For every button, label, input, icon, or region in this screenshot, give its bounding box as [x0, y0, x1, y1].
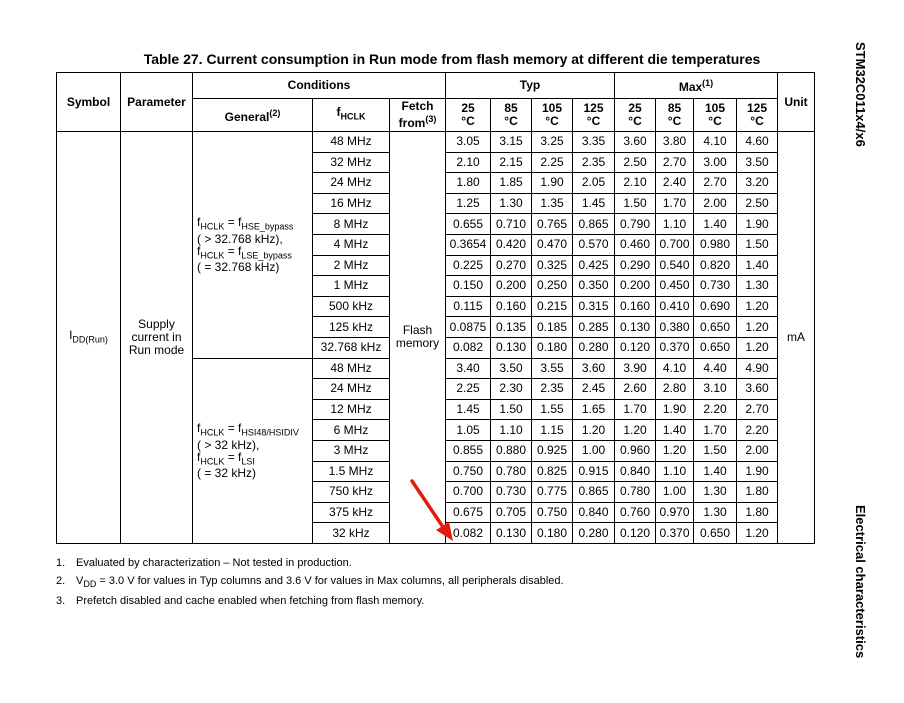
max-value-cell: 0.650	[694, 337, 737, 358]
header-temp-max-125: 125 °C	[737, 99, 778, 132]
max-value-cell: 1.20	[737, 337, 778, 358]
max-value-cell: 4.90	[737, 358, 778, 379]
header-temp-max-85: 85 °C	[656, 99, 694, 132]
typ-value-cell: 1.15	[532, 420, 573, 441]
typ-value-cell: 0.865	[573, 214, 615, 235]
footnote-2: 2. $V_{DD} = 3.0$ V for values in Typ columns and 3.6 V for values in Max columns, all peripherals disabled.	[56, 575, 564, 590]
typ-value-cell: 2.05	[573, 173, 615, 194]
typ-value-cell: 0.180	[532, 337, 573, 358]
typ-value-cell: 3.25	[532, 132, 573, 153]
max-value-cell: 0.970	[656, 502, 694, 523]
max-value-cell: 1.70	[656, 193, 694, 214]
typ-value-cell: 1.20	[573, 420, 615, 441]
typ-value-cell: 0.082	[446, 523, 491, 544]
header-fetch-from: Fetch from$^{(3)}$	[390, 99, 446, 132]
typ-value-cell: 2.10	[446, 152, 491, 173]
header-symbol: Symbol	[57, 73, 121, 132]
max-value-cell: 2.40	[656, 173, 694, 194]
frequency-cell: 12 MHz	[313, 399, 390, 420]
max-value-cell: 0.200	[615, 276, 656, 297]
typ-value-cell: 1.90	[532, 173, 573, 194]
typ-value-cell: 0.130	[491, 523, 532, 544]
max-value-cell: 0.980	[694, 234, 737, 255]
frequency-cell: 24 MHz	[313, 173, 390, 194]
max-value-cell: 1.20	[615, 420, 656, 441]
typ-value-cell: 0.325	[532, 255, 573, 276]
typ-value-cell: 0.270	[491, 255, 532, 276]
max-value-cell: 1.30	[694, 482, 737, 503]
typ-value-cell: 0.082	[446, 337, 491, 358]
typ-value-cell: 0.775	[532, 482, 573, 503]
typ-value-cell: 2.25	[532, 152, 573, 173]
max-value-cell: 0.410	[656, 296, 694, 317]
max-value-cell: 1.80	[737, 502, 778, 523]
max-value-cell: 0.160	[615, 296, 656, 317]
max-value-cell: 0.370	[656, 337, 694, 358]
header-max: Max$^{(1)}$	[615, 73, 778, 99]
frequency-cell: 2 MHz	[313, 255, 390, 276]
typ-value-cell: 0.915	[573, 461, 615, 482]
max-value-cell: 3.60	[737, 379, 778, 400]
max-value-cell: 2.70	[694, 173, 737, 194]
max-value-cell: 0.450	[656, 276, 694, 297]
max-value-cell: 0.540	[656, 255, 694, 276]
max-value-cell: 0.460	[615, 234, 656, 255]
typ-value-cell: 3.05	[446, 132, 491, 153]
typ-value-cell: 3.50	[491, 358, 532, 379]
max-value-cell: 0.650	[694, 317, 737, 338]
unit-cell: mA	[778, 132, 815, 544]
header-typ: Typ	[446, 73, 615, 99]
frequency-cell: 8 MHz	[313, 214, 390, 235]
max-value-cell: 1.90	[656, 399, 694, 420]
frequency-cell: 500 kHz	[313, 296, 390, 317]
frequency-cell: 32 kHz	[313, 523, 390, 544]
frequency-cell: 48 MHz	[313, 358, 390, 379]
typ-value-cell: 0.655	[446, 214, 491, 235]
max-value-cell: 1.40	[694, 461, 737, 482]
header-temp-max-105: 105 °C	[694, 99, 737, 132]
max-value-cell: 0.370	[656, 523, 694, 544]
max-value-cell: 1.70	[694, 420, 737, 441]
max-value-cell: 1.20	[737, 317, 778, 338]
max-value-cell: 1.30	[694, 502, 737, 523]
max-value-cell: 1.20	[737, 296, 778, 317]
max-value-cell: 1.50	[737, 234, 778, 255]
typ-value-cell: 0.285	[573, 317, 615, 338]
typ-value-cell: 0.280	[573, 523, 615, 544]
typ-value-cell: 0.880	[491, 440, 532, 461]
max-value-cell: 0.130	[615, 317, 656, 338]
header-temp-typ-105: 105 °C	[532, 99, 573, 132]
symbol-cell: $I_{DD(Run)}$	[57, 132, 121, 544]
typ-value-cell: 0.180	[532, 523, 573, 544]
max-value-cell: 0.290	[615, 255, 656, 276]
typ-value-cell: 0.750	[532, 502, 573, 523]
header-fhclk: $f_{HCLK}$	[313, 99, 390, 132]
typ-value-cell: 0.0875	[446, 317, 491, 338]
max-value-cell: 1.90	[737, 461, 778, 482]
typ-value-cell: 1.45	[446, 399, 491, 420]
max-value-cell: 0.730	[694, 276, 737, 297]
max-value-cell: 0.820	[694, 255, 737, 276]
typ-value-cell: 0.780	[491, 461, 532, 482]
typ-value-cell: 1.85	[491, 173, 532, 194]
typ-value-cell: 0.675	[446, 502, 491, 523]
footnote-1: 1. Evaluated by characterization – Not tested in production.	[56, 557, 352, 569]
max-value-cell: 0.650	[694, 523, 737, 544]
max-value-cell: 3.10	[694, 379, 737, 400]
header-conditions: Conditions	[193, 73, 446, 99]
max-value-cell: 0.780	[615, 482, 656, 503]
typ-value-cell: 3.60	[573, 358, 615, 379]
max-value-cell: 2.80	[656, 379, 694, 400]
frequency-cell: 24 MHz	[313, 379, 390, 400]
typ-value-cell: 0.160	[491, 296, 532, 317]
typ-value-cell: 2.30	[491, 379, 532, 400]
max-value-cell: 1.70	[615, 399, 656, 420]
frequency-cell: 48 MHz	[313, 132, 390, 153]
max-value-cell: 1.80	[737, 482, 778, 503]
frequency-cell: 750 kHz	[313, 482, 390, 503]
table-title: Table 27. Current consumption in Run mode from flash memory at different die temperatures	[143, 51, 761, 67]
typ-value-cell: 0.225	[446, 255, 491, 276]
typ-value-cell: 0.700	[446, 482, 491, 503]
frequency-cell: 4 MHz	[313, 234, 390, 255]
max-value-cell: 3.60	[615, 132, 656, 153]
typ-value-cell: 0.150	[446, 276, 491, 297]
typ-value-cell: 2.45	[573, 379, 615, 400]
fetch-from-cell: Flash memory	[390, 132, 446, 544]
max-value-cell: 2.20	[737, 420, 778, 441]
max-value-cell: 0.120	[615, 337, 656, 358]
typ-value-cell: 1.55	[532, 399, 573, 420]
typ-value-cell: 0.185	[532, 317, 573, 338]
general-condition-hse-lse-bypass: $f_{HCLK} = f_{HSE\_bypass}$ ( > 32.768 kHz), $f_{HCLK} = f_{LSE\_bypass}$ ( = 32.768 kHz)	[193, 132, 313, 359]
max-value-cell: 3.20	[737, 173, 778, 194]
section-name: Electrical characteristics	[853, 505, 868, 659]
typ-value-cell: 0.840	[573, 502, 615, 523]
typ-value-cell: 2.25	[446, 379, 491, 400]
header-temp-typ-25: 25 °C	[446, 99, 491, 132]
max-value-cell: 2.50	[615, 152, 656, 173]
max-value-cell: 0.790	[615, 214, 656, 235]
typ-value-cell: 0.470	[532, 234, 573, 255]
general-condition-hsi48-lsi: $f_{HCLK} = f_{HSI48/HSIDIV}$ ( > 32 kHz), $f_{HCLK} = f_{LSI}$ ( = 32 kHz)	[193, 358, 313, 543]
typ-value-cell: 1.45	[573, 193, 615, 214]
max-value-cell: 1.10	[656, 214, 694, 235]
typ-value-cell: 0.865	[573, 482, 615, 503]
max-value-cell: 1.90	[737, 214, 778, 235]
max-value-cell: 1.00	[656, 482, 694, 503]
typ-value-cell: 3.35	[573, 132, 615, 153]
typ-value-cell: 0.925	[532, 440, 573, 461]
typ-value-cell: 0.315	[573, 296, 615, 317]
typ-value-cell: 0.350	[573, 276, 615, 297]
max-value-cell: 1.10	[656, 461, 694, 482]
typ-value-cell: 0.420	[491, 234, 532, 255]
frequency-cell: 1.5 MHz	[313, 461, 390, 482]
header-unit: Unit	[778, 73, 815, 132]
frequency-cell: 375 kHz	[313, 502, 390, 523]
typ-value-cell: 2.35	[573, 152, 615, 173]
typ-value-cell: 1.25	[446, 193, 491, 214]
max-value-cell: 1.20	[737, 523, 778, 544]
typ-value-cell: 0.425	[573, 255, 615, 276]
document-part-number: STM32C011x4/x6	[853, 42, 868, 147]
max-value-cell: 2.70	[737, 399, 778, 420]
typ-value-cell: 2.15	[491, 152, 532, 173]
typ-value-cell: 1.10	[491, 420, 532, 441]
typ-value-cell: 0.200	[491, 276, 532, 297]
max-value-cell: 0.690	[694, 296, 737, 317]
typ-value-cell: 0.710	[491, 214, 532, 235]
frequency-cell: 32.768 kHz	[313, 337, 390, 358]
typ-value-cell: 1.65	[573, 399, 615, 420]
typ-value-cell: 1.30	[491, 193, 532, 214]
header-parameter: Parameter	[121, 73, 193, 132]
max-value-cell: 0.380	[656, 317, 694, 338]
max-value-cell: 4.10	[694, 132, 737, 153]
max-value-cell: 3.80	[656, 132, 694, 153]
typ-value-cell: 0.730	[491, 482, 532, 503]
typ-value-cell: 0.765	[532, 214, 573, 235]
max-value-cell: 1.40	[694, 214, 737, 235]
typ-value-cell: 1.05	[446, 420, 491, 441]
parameter-cell: Supply current in Run mode	[121, 132, 193, 544]
typ-value-cell: 0.135	[491, 317, 532, 338]
max-value-cell: 1.20	[656, 440, 694, 461]
frequency-cell: 32 MHz	[313, 152, 390, 173]
max-value-cell: 2.00	[694, 193, 737, 214]
max-value-cell: 1.40	[656, 420, 694, 441]
typ-value-cell: 0.705	[491, 502, 532, 523]
header-temp-typ-125: 125 °C	[573, 99, 615, 132]
header-temp-typ-85: 85 °C	[491, 99, 532, 132]
max-value-cell: 0.700	[656, 234, 694, 255]
typ-value-cell: 0.750	[446, 461, 491, 482]
typ-value-cell: 0.130	[491, 337, 532, 358]
typ-value-cell: 1.80	[446, 173, 491, 194]
max-value-cell: 4.10	[656, 358, 694, 379]
typ-value-cell: 0.250	[532, 276, 573, 297]
max-value-cell: 0.760	[615, 502, 656, 523]
max-value-cell: 3.00	[694, 152, 737, 173]
max-value-cell: 0.120	[615, 523, 656, 544]
max-value-cell: 1.50	[694, 440, 737, 461]
max-value-cell: 2.70	[656, 152, 694, 173]
max-value-cell: 3.50	[737, 152, 778, 173]
footnote-3: 3. Prefetch disabled and cache enabled when fetching from flash memory.	[56, 595, 425, 608]
max-value-cell: 1.30	[737, 276, 778, 297]
typ-value-cell: 0.215	[532, 296, 573, 317]
frequency-cell: 6 MHz	[313, 420, 390, 441]
frequency-cell: 3 MHz	[313, 440, 390, 461]
header-general: General$^{(2)}$	[193, 99, 313, 132]
max-value-cell: 4.60	[737, 132, 778, 153]
typ-value-cell: 0.855	[446, 440, 491, 461]
frequency-cell: 125 kHz	[313, 317, 390, 338]
typ-value-cell: 0.570	[573, 234, 615, 255]
max-value-cell: 2.50	[737, 193, 778, 214]
typ-value-cell: 0.280	[573, 337, 615, 358]
typ-value-cell: 1.00	[573, 440, 615, 461]
typ-value-cell: 3.40	[446, 358, 491, 379]
max-value-cell: 1.50	[615, 193, 656, 214]
typ-value-cell: 0.115	[446, 296, 491, 317]
typ-value-cell: 3.55	[532, 358, 573, 379]
max-value-cell: 3.90	[615, 358, 656, 379]
frequency-cell: 16 MHz	[313, 193, 390, 214]
frequency-cell: 1 MHz	[313, 276, 390, 297]
max-value-cell: 2.60	[615, 379, 656, 400]
typ-value-cell: 1.35	[532, 193, 573, 214]
typ-value-cell: 0.3654	[446, 234, 491, 255]
max-value-cell: 0.840	[615, 461, 656, 482]
max-value-cell: 2.00	[737, 440, 778, 461]
max-value-cell: 1.40	[737, 255, 778, 276]
typ-value-cell: 1.50	[491, 399, 532, 420]
header-temp-max-25: 25 °C	[615, 99, 656, 132]
typ-value-cell: 0.825	[532, 461, 573, 482]
typ-value-cell: 3.15	[491, 132, 532, 153]
typ-value-cell: 2.35	[532, 379, 573, 400]
max-value-cell: 2.10	[615, 173, 656, 194]
max-value-cell: 4.40	[694, 358, 737, 379]
max-value-cell: 0.960	[615, 440, 656, 461]
max-value-cell: 2.20	[694, 399, 737, 420]
